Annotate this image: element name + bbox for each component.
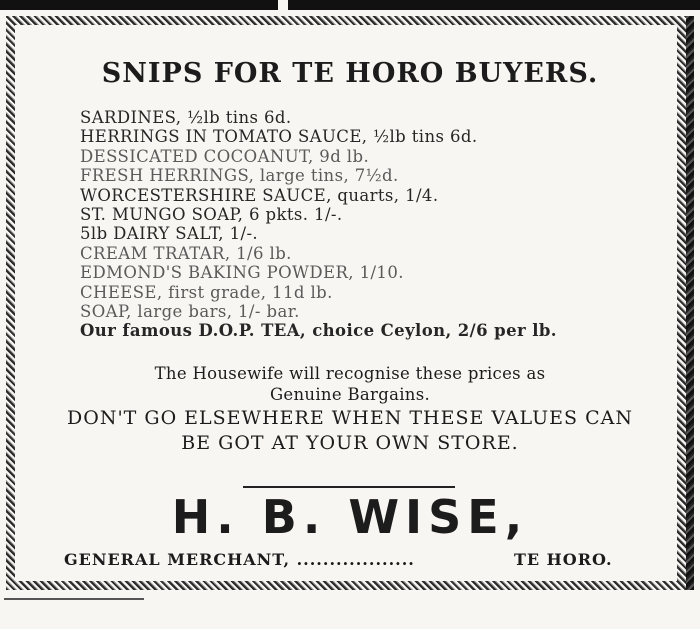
price-list-item: WORCESTERSHIRE SAUCE, quarts, 1/4.	[80, 185, 439, 205]
price-list-item: 5lb DAIRY SALT, 1/-.	[80, 224, 259, 244]
price-list-item: ST. MUNGO SOAP, 6 pkts. 1/-.	[80, 205, 343, 225]
top-column-rule	[0, 0, 700, 12]
price-list-item: HERRINGS IN TOMATO SAUCE, ½lb tins 6d.	[80, 127, 478, 147]
merchant-name: H. B. WISE,	[171, 490, 529, 544]
slogan-line-1: DON'T GO ELSEWHERE WHEN THESE VALUES CAN	[67, 407, 633, 429]
price-list	[80, 108, 557, 341]
slogan-line-2: BE GOT AT YOUR OWN STORE.	[181, 432, 519, 454]
price-list-item: FRESH HERRINGS, large tins, 7½d.	[80, 166, 399, 186]
price-list-item: Our famous D.O.P. TEA, choice Ceylon, 2/6 per lb.	[80, 321, 557, 341]
advertisement-heading: SNIPS FOR TE HORO BUYERS.	[101, 58, 599, 89]
price-list-item: DESSICATED COCOANUT, 9d lb.	[80, 146, 370, 166]
price-list-item: EDMOND'S BAKING POWDER, 1/10.	[80, 263, 404, 283]
bottom-column-rule	[4, 598, 144, 600]
price-list-item: CREAM TRATAR, 1/6 lb.	[80, 243, 292, 263]
tagline	[0, 363, 700, 405]
price-list-item: SOAP, large bars, 1/- bar.	[80, 302, 300, 322]
merchant-title: GENERAL MERCHANT, ..................	[64, 550, 415, 569]
tagline-line-1: The Housewife will recognise these prices as	[154, 364, 546, 383]
price-list-item: SARDINES, ½lb tins 6d.	[80, 108, 292, 127]
tagline-line-2: Genuine Bargains.	[269, 385, 431, 404]
slogan	[0, 406, 700, 456]
merchant-place: TE HORO.	[514, 550, 613, 569]
price-list-item: CHEESE, first grade, 11d lb.	[80, 282, 333, 302]
